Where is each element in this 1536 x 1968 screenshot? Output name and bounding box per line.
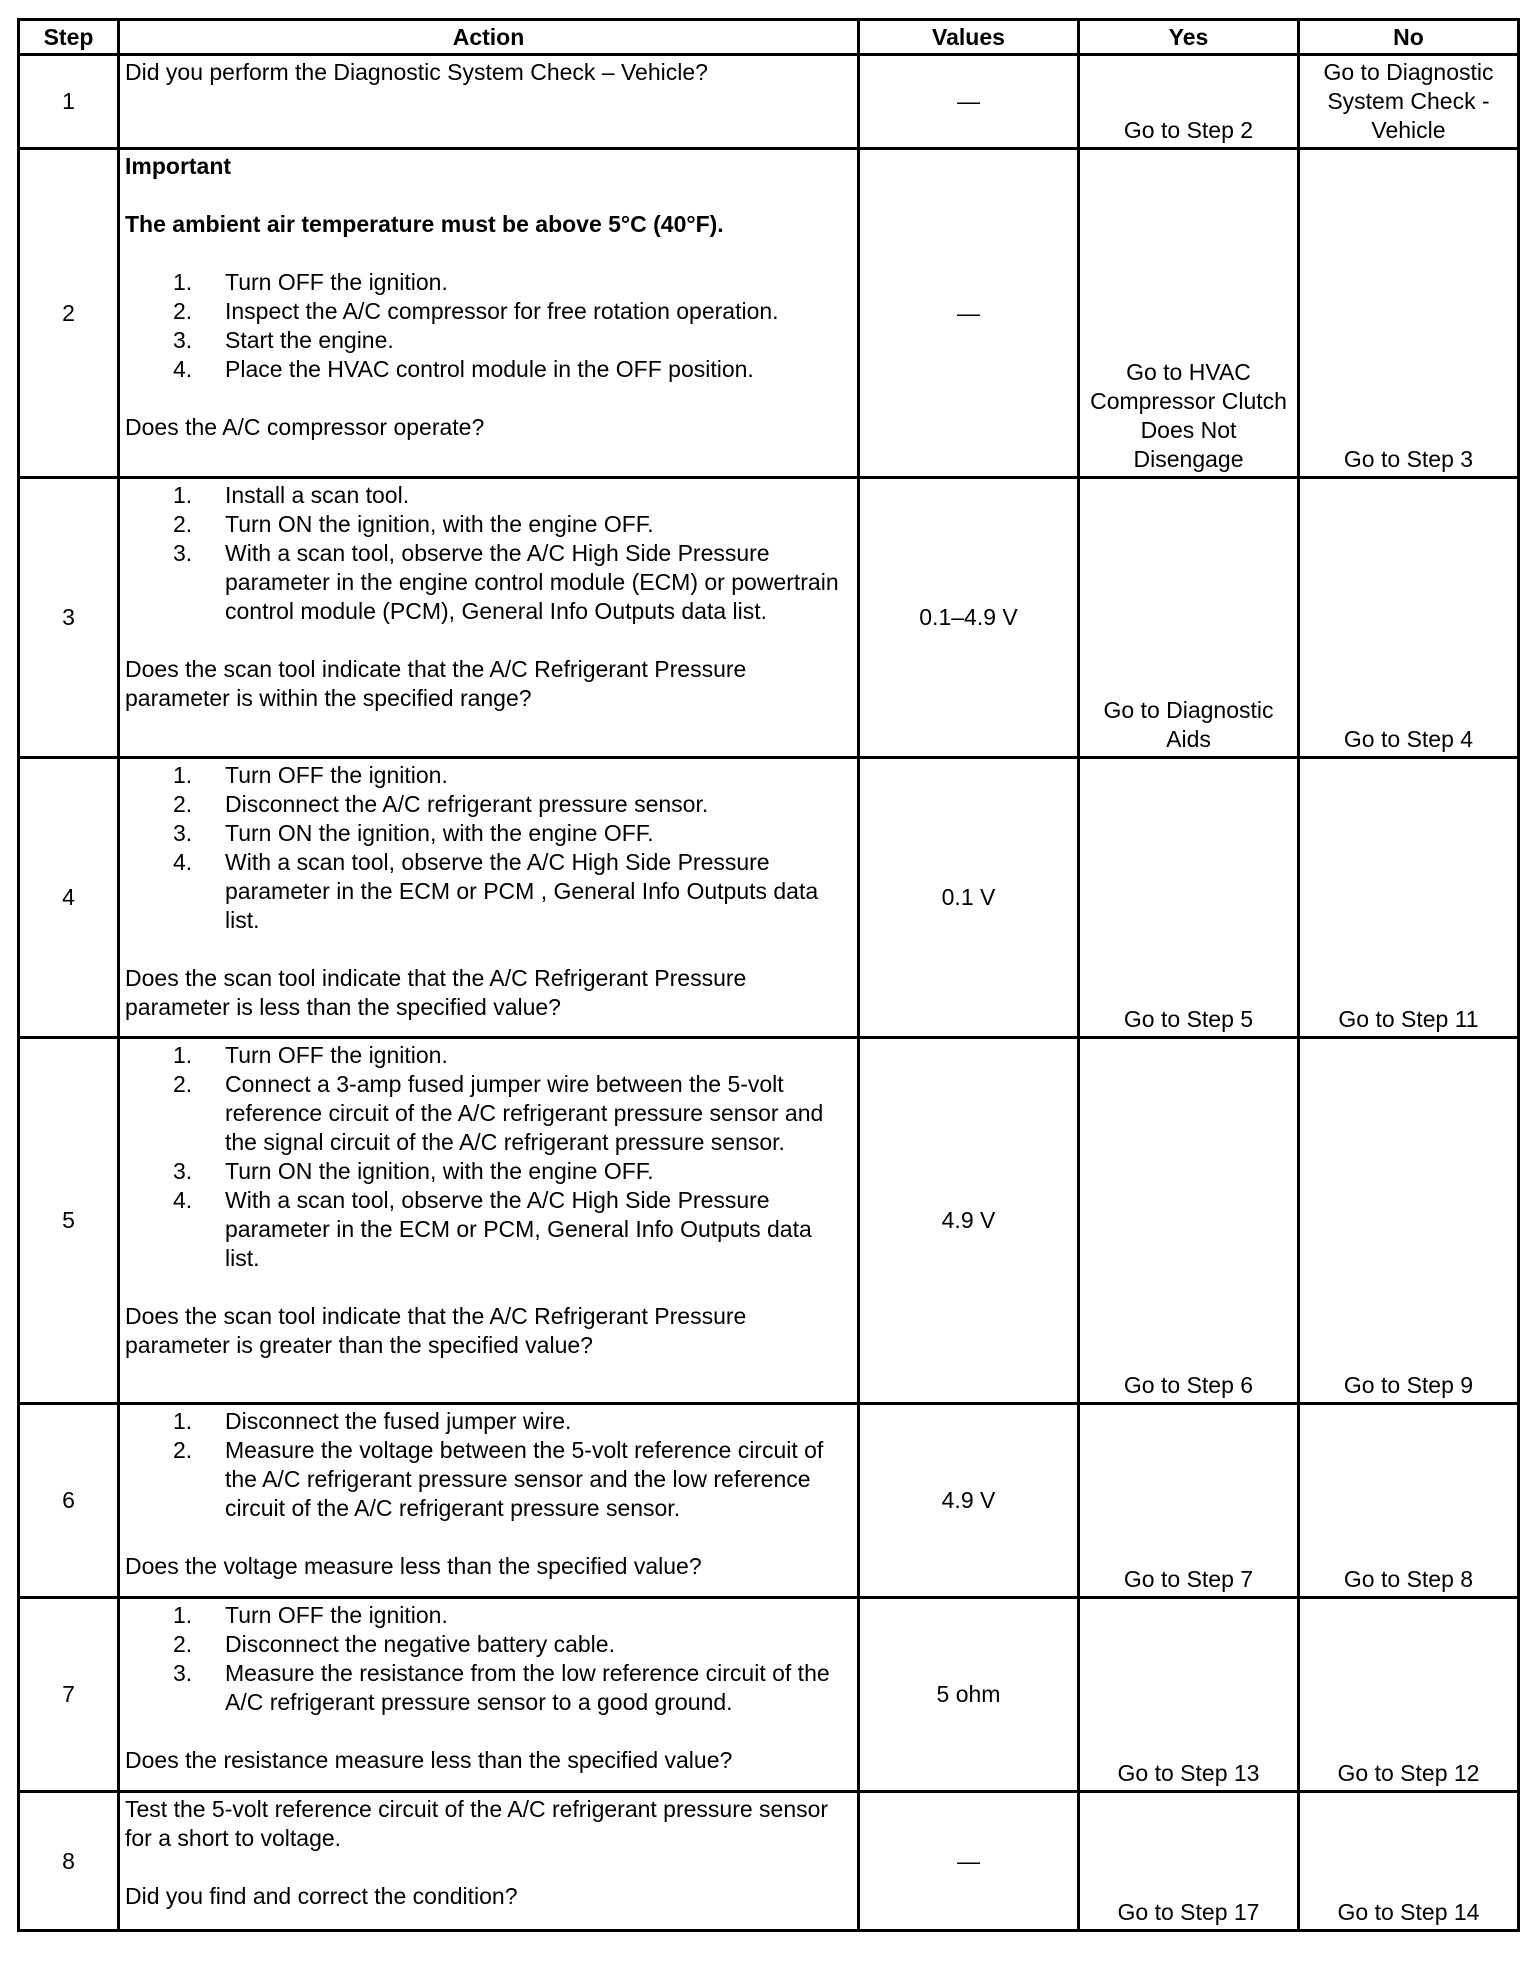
yes-cell: Go to Step 7 [1079,1404,1299,1598]
header-step: Step [19,20,119,55]
no-cell: Go to Step 3 [1299,149,1519,478]
step-number: 7 [19,1598,119,1792]
action-intro: Test the 5-volt reference circuit of the A/C refrigerant pressure sensor for a short to voltage. [125,1796,829,1851]
list-text: Turn OFF the ignition. [225,762,448,788]
values-cell: — [859,1792,1079,1931]
list-text: Place the HVAC control module in the OFF position. [225,356,754,382]
list-item [173,355,852,384]
header-no: No [1299,20,1519,55]
list-item [173,1601,852,1630]
list-number: 3. [173,540,193,566]
important-text: The ambient air temperature must be above 5°C (40°F). [125,211,724,237]
spacer [125,239,852,268]
header-values: Values [859,20,1079,55]
list-number: 1. [173,1408,193,1434]
step-number: 1 [19,55,119,149]
action-question: Did you find and correct the condition? [125,1883,518,1909]
yes-cell: Go to Step 6 [1079,1038,1299,1404]
no-cell: Go to Step 9 [1299,1038,1519,1404]
step-number: 3 [19,478,119,758]
step-number: 2 [19,149,119,478]
action-cell [119,478,859,758]
list-item [173,539,852,626]
diagnostic-table [17,18,1520,1932]
header-row [19,20,1519,55]
instruction-list [125,481,852,626]
yes-cell: Go to Step 17 [1079,1792,1299,1931]
no-cell: Go to Step 12 [1299,1598,1519,1792]
list-item [173,326,852,355]
action-cell [119,758,859,1038]
action-question: Does the scan tool indicate that the A/C Refrigerant Pressure parameter is within the specified range? [125,656,747,711]
values-cell: — [859,149,1079,478]
action-question: Does the resistance measure less than the specified value? [125,1747,733,1773]
table-row [19,1038,1519,1404]
list-item [173,1407,852,1436]
action-cell [119,1792,859,1931]
list-text: Disconnect the negative battery cable. [225,1631,615,1657]
list-number: 2. [173,791,193,817]
instruction-list [125,1601,852,1717]
spacer [125,1523,852,1552]
no-cell: Go to Step 11 [1299,758,1519,1038]
step-number: 6 [19,1404,119,1598]
table-row [19,758,1519,1038]
spacer [125,1273,852,1302]
action-cell [119,1404,859,1598]
list-number: 1. [173,269,193,295]
instruction-list [125,1407,852,1523]
values-cell: 0.1 V [859,758,1079,1038]
list-number: 3. [173,1158,193,1184]
values-cell: 5 ohm [859,1598,1079,1792]
list-text: Disconnect the A/C refrigerant pressure sensor. [225,791,709,817]
list-item [173,1041,852,1070]
list-item [173,510,852,539]
list-text: Turn ON the ignition, with the engine OFF. [225,511,654,537]
list-item [173,1070,852,1157]
list-text: Turn OFF the ignition. [225,1602,448,1628]
spacer [125,1717,852,1746]
instruction-list [125,761,852,935]
yes-cell: Go to Step 2 [1079,55,1299,149]
list-item [173,481,852,510]
spacer [125,384,852,413]
yes-cell: Go to Step 5 [1079,758,1299,1038]
table-row [19,1598,1519,1792]
list-item [173,268,852,297]
list-text: Inspect the A/C compressor for free rotation operation. [225,298,779,324]
list-text: Install a scan tool. [225,482,410,508]
list-text: Measure the resistance from the low reference circuit of the A/C refrigerant pressure sensor to a good ground. [225,1660,830,1715]
list-item [173,848,852,935]
no-cell: Go to Step 4 [1299,478,1519,758]
no-cell: Go to Step 14 [1299,1792,1519,1931]
list-item [173,761,852,790]
action-question: Does the A/C compressor operate? [125,414,485,440]
list-text: Start the engine. [225,327,394,353]
values-cell: 0.1–4.9 V [859,478,1079,758]
list-text: Turn ON the ignition, with the engine OFF. [225,1158,654,1184]
header-yes: Yes [1079,20,1299,55]
action-cell [119,55,859,149]
header-action: Action [119,20,859,55]
table-row [19,149,1519,478]
action-cell [119,149,859,478]
no-cell-text: Go to Diagnostic System Check - Vehicle [1323,59,1494,143]
instruction-list [125,1041,852,1273]
no-cell [1299,55,1519,149]
action-intro: Did you perform the Diagnostic System Check – Vehicle? [125,59,708,85]
action-cell [119,1038,859,1404]
list-number: 3. [173,1660,193,1686]
values-cell: — [859,55,1079,149]
list-text: Turn ON the ignition, with the engine OFF. [225,820,654,846]
list-number: 1. [173,482,193,508]
no-cell: Go to Step 8 [1299,1404,1519,1598]
list-number: 2. [173,1437,193,1463]
list-text: Measure the voltage between the 5-volt reference circuit of the A/C refrigerant pressure sensor and the low reference circuit of the A/C refrigerant pressure sensor. [225,1437,824,1521]
instruction-list [125,268,852,384]
list-text: Turn OFF the ignition. [225,1042,448,1068]
list-item [173,297,852,326]
yes-cell: Go to HVAC Compressor Clutch Does Not Disengage [1079,149,1299,478]
action-cell [119,1598,859,1792]
list-text: Connect a 3-amp fused jumper wire between the 5-volt reference circuit of the A/C refrigerant pressure sensor and the signal circuit of the A/C refrigerant pressure sensor. [225,1071,824,1155]
list-text: Disconnect the fused jumper wire. [225,1408,572,1434]
list-item [173,1659,852,1717]
table-row [19,1404,1519,1598]
list-number: 3. [173,327,193,353]
step-number: 5 [19,1038,119,1404]
table-row [19,1792,1519,1931]
spacer [125,181,852,210]
table-row [19,478,1519,758]
list-item [173,1186,852,1273]
step-number: 8 [19,1792,119,1931]
list-number: 1. [173,1602,193,1628]
list-number: 4. [173,1187,193,1213]
list-number: 4. [173,356,193,382]
list-text: With a scan tool, observe the A/C High Side Pressure parameter in the ECM or PCM , General Info Outputs data list. [225,849,819,933]
list-item [173,1630,852,1659]
action-question: Does the scan tool indicate that the A/C Refrigerant Pressure parameter is greater than the specified value? [125,1303,747,1358]
yes-cell: Go to Diagnostic Aids [1079,478,1299,758]
list-number: 2. [173,511,193,537]
step-number: 4 [19,758,119,1038]
action-question: Does the scan tool indicate that the A/C Refrigerant Pressure parameter is less than the specified value? [125,965,747,1020]
table-row [19,55,1519,149]
spacer [125,626,852,655]
list-number: 3. [173,820,193,846]
spacer [125,1853,852,1882]
action-question: Does the voltage measure less than the specified value? [125,1553,702,1579]
list-item [173,790,852,819]
list-number: 2. [173,1071,193,1097]
list-item [173,819,852,848]
list-number: 1. [173,1042,193,1068]
list-number: 2. [173,298,193,324]
values-cell: 4.9 V [859,1404,1079,1598]
list-number: 4. [173,849,193,875]
list-number: 1. [173,762,193,788]
list-text: With a scan tool, observe the A/C High Side Pressure parameter in the ECM or PCM, General Info Outputs data list. [225,1187,812,1271]
list-number: 2. [173,1631,193,1657]
spacer [125,935,852,964]
important-title: Important [125,153,232,179]
list-text: With a scan tool, observe the A/C High Side Pressure parameter in the engine control module (ECM) or powertrain control module (PCM), General Info Outputs data list. [225,540,839,624]
list-text: Turn OFF the ignition. [225,269,448,295]
list-item [173,1436,852,1523]
list-item [173,1157,852,1186]
yes-cell: Go to Step 13 [1079,1598,1299,1792]
values-cell: 4.9 V [859,1038,1079,1404]
